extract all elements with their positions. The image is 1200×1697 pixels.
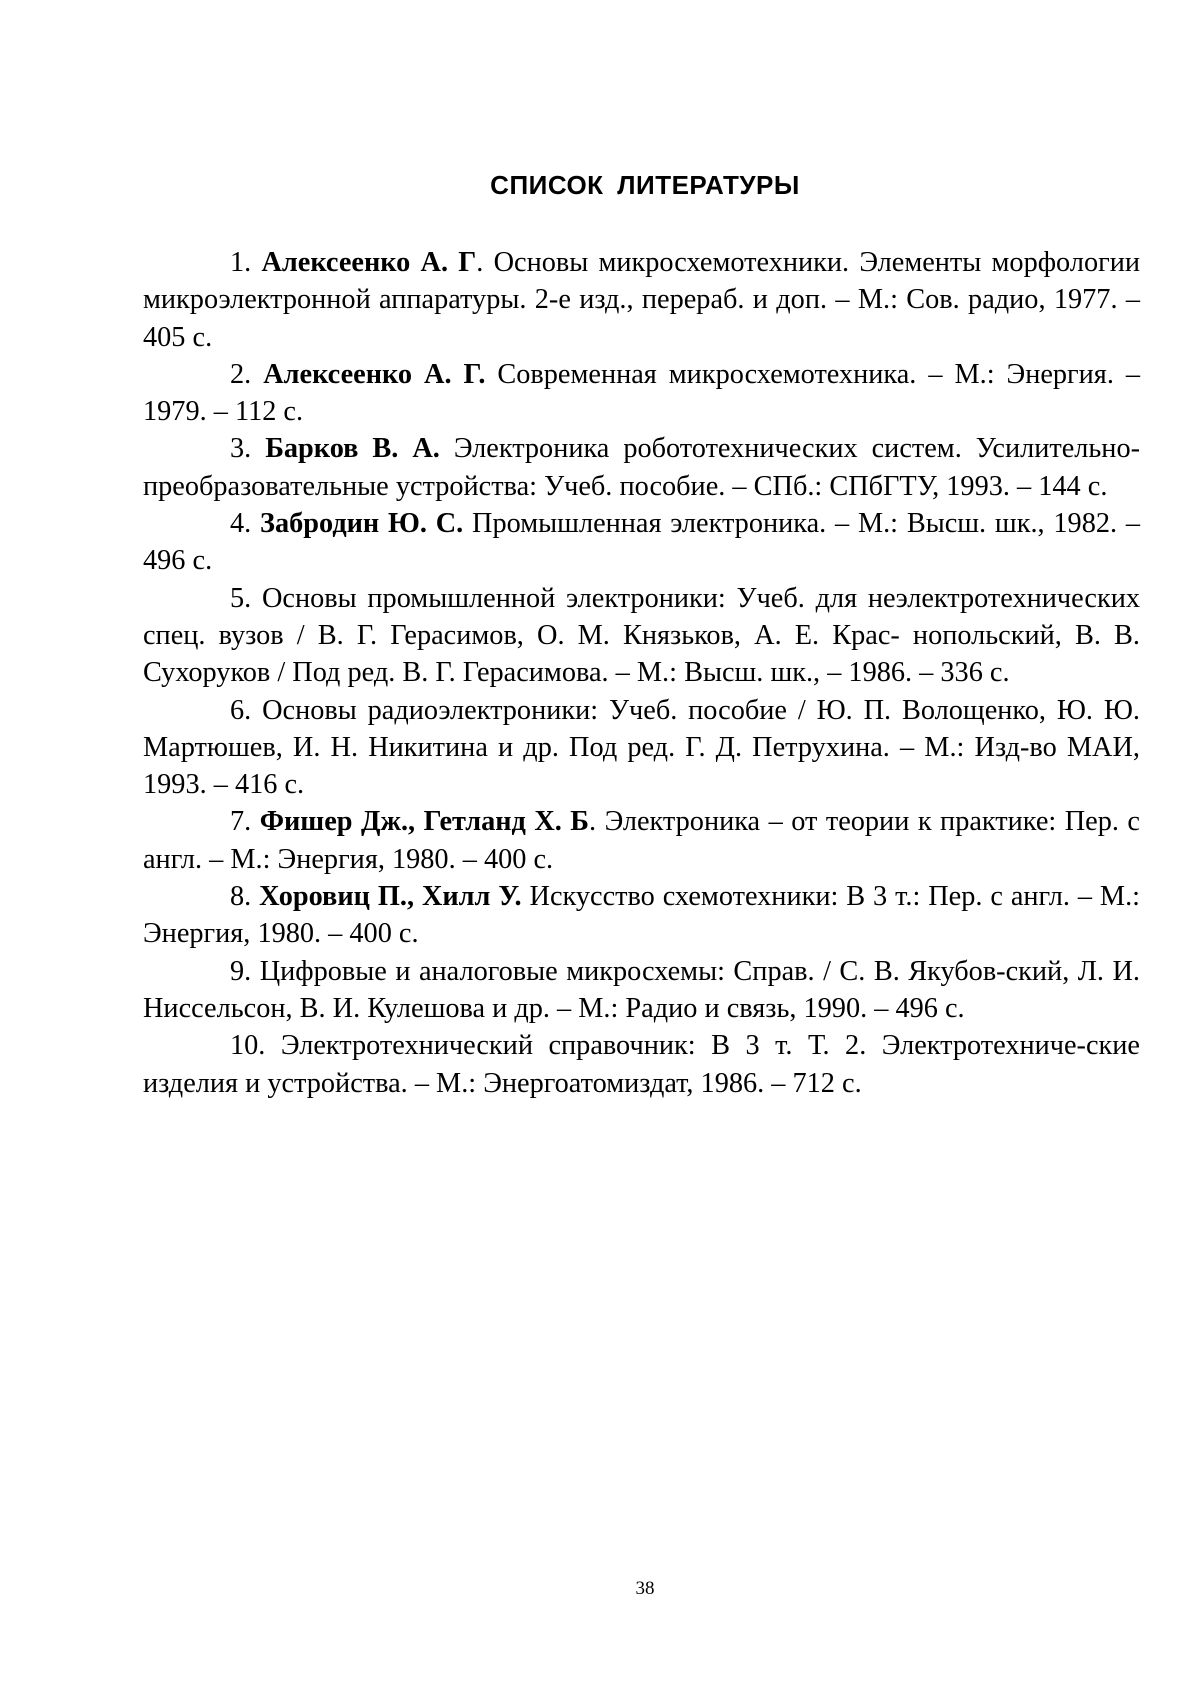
reference-item [143, 692, 1140, 804]
reference-item [143, 430, 1140, 505]
reference-number: 9. [230, 956, 260, 987]
reference-text: Основы промышленной электроники: Учеб. для неэлектротехнических спец. вузов / В. Г. Герасимов, О. М. Князьков, А. Е. Крас- нопольский, В. В. Сухоруков / Под ред. В. Г. Герасимова. – М.: Высш. шк., – 1986. – 336 с. [143, 583, 1140, 689]
reference-author: Барков В. А. [265, 433, 440, 464]
reference-item [143, 878, 1140, 953]
reference-text: Цифровые и аналоговые микросхемы: Справ. / С. В. Якубов-ский, Л. И. Ниссельсон, В. И. Кулешова и др. – М.: Радио и связь, 1990. – 496 с. [143, 956, 1140, 1024]
reference-text: Современная микросхемотехника. – М.: Энергия. – 1979. – 112 с. [143, 359, 1140, 427]
reference-number: 5. [230, 583, 262, 614]
reference-author: Фишер Дж., Гетланд Х. Б [260, 806, 589, 837]
reference-number: 7. [230, 806, 260, 837]
reference-number: 4. [230, 508, 260, 539]
reference-author: Хоровиц П., Хилл У. [259, 881, 521, 912]
reference-number: 3. [230, 433, 265, 464]
reference-item [143, 580, 1140, 692]
reference-number: 6. [230, 695, 262, 726]
reference-item [143, 244, 1140, 356]
reference-number: 10. [230, 1030, 281, 1061]
reference-number: 2. [230, 359, 263, 390]
reference-number: 8. [230, 881, 259, 912]
page-title: СПИСОК ЛИТЕРАТУРЫ [0, 170, 1200, 200]
reference-text: . Основы микросхемотехники. Элементы морфологии микроэлектронной аппаратуры. 2-е изд., перераб. и доп. – М.: Сов. радио, 1977. – 405 с. [143, 247, 1140, 353]
reference-text: . Электроника – от теории к практике: Пер. с англ. – М.: Энергия, 1980. – 400 с. [143, 806, 1140, 874]
reference-list [143, 244, 1140, 1102]
reference-author: Алексеенко А. Г [261, 247, 476, 278]
reference-text: Промышленная электроника. – М.: Высш. шк., 1982. – 496 с. [143, 508, 1140, 576]
reference-text: Электроника робототехнических систем. Усилительно-преобразовательные устройства: Учеб. пособие. – СПб.: СПбГТУ, 1993. – 144 с. [143, 433, 1140, 501]
reference-author: Забродин Ю. С. [260, 508, 463, 539]
reference-item [143, 803, 1140, 878]
reference-author: Алексеенко А. Г. [263, 359, 485, 390]
document-page [0, 0, 1200, 1697]
page-number: 38 [0, 1578, 1200, 1600]
reference-item [143, 505, 1140, 580]
reference-item [143, 1027, 1140, 1102]
reference-text: Электротехнический справочник: В 3 т. Т. 2. Электротехниче-ские изделия и устройства. – М.: Энергоатомиздат, 1986. – 712 с. [143, 1030, 1140, 1098]
reference-text: Искусство схемотехники: В 3 т.: Пер. с англ. – М.: Энергия, 1980. – 400 с. [143, 881, 1140, 949]
reference-text: Основы радиоэлектроники: Учеб. пособие / Ю. П. Волощенко, Ю. Ю. Мартюшев, И. Н. Никитина и др. Под ред. Г. Д. Петрухина. – М.: Изд-во МАИ, 1993. – 416 с. [143, 695, 1140, 801]
reference-item [143, 953, 1140, 1028]
reference-item [143, 356, 1140, 431]
reference-number: 1. [230, 247, 261, 278]
